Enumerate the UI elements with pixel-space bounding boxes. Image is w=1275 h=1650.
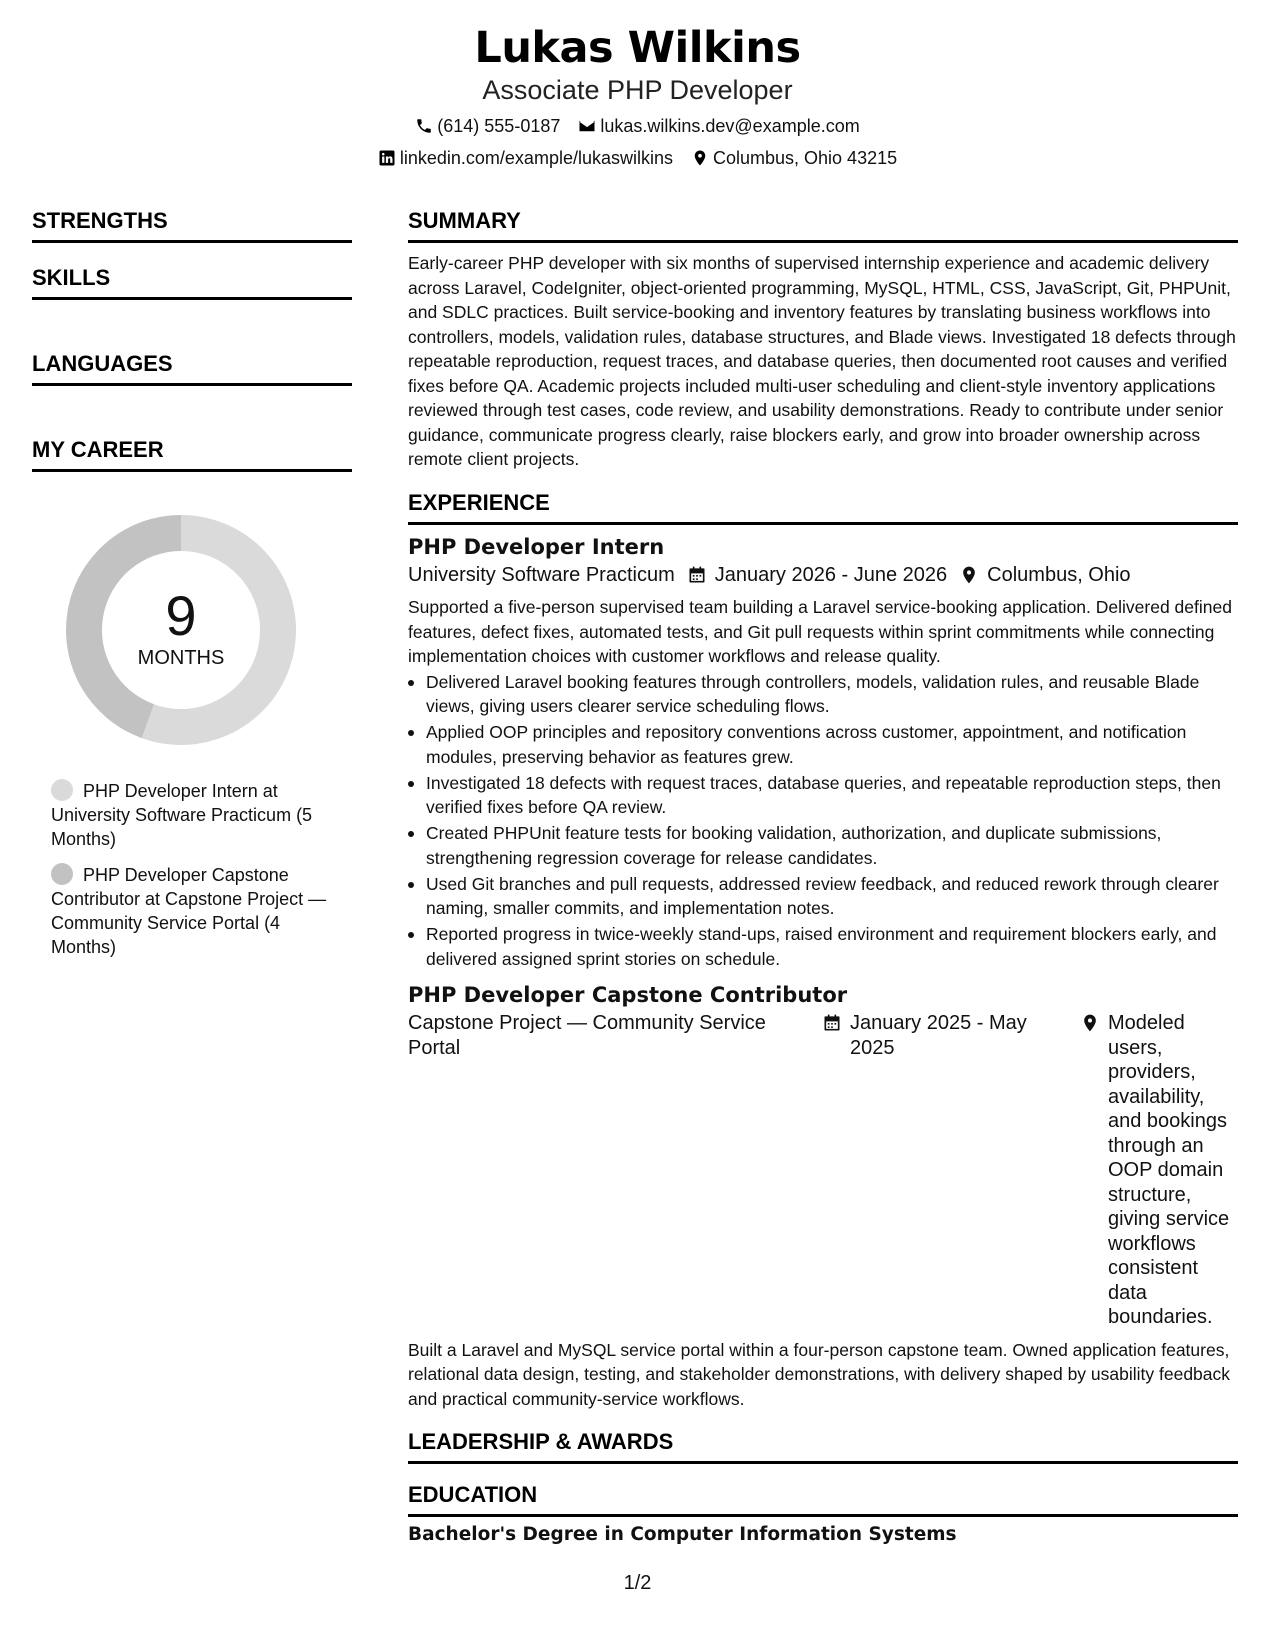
job-bullet: Reported progress in twice-weekly stand-ups, raised environment and requirement blockers early, and delivered assigned sprint stories on schedule. xyxy=(408,922,1238,971)
leadership-section xyxy=(408,1429,1238,1464)
experience-section xyxy=(408,490,1238,1412)
leadership-heading: LEADERSHIP & AWARDS xyxy=(408,1429,1238,1464)
job-company: Capstone Project — Community Service Portal xyxy=(408,1012,766,1059)
contact-row-1 xyxy=(0,115,1275,137)
donut-center xyxy=(66,515,296,745)
strengths-section xyxy=(32,208,352,243)
summary-section xyxy=(408,208,1238,472)
job-bullet: Created PHPUnit feature tests for booking validation, authorization, and duplicate submissions, strengthening regression coverage for release candidates. xyxy=(408,821,1238,870)
map-pin-icon xyxy=(691,149,709,167)
experience-heading: EXPERIENCE xyxy=(408,490,1238,525)
education-section xyxy=(408,1482,1238,1547)
envelope-icon xyxy=(578,117,596,135)
education-degree: Bachelor's Degree in Computer Information Systems xyxy=(408,1524,957,1545)
job-description: Supported a five-person supervised team building a Laravel service-booking application. Delivered defined features, defect fixes, automated tests, and Git pull requests within sprint commitments while connecting implementation choices with customer workflows and release quality. xyxy=(408,597,1232,666)
candidate-role: Associate PHP Developer xyxy=(482,75,793,105)
legend-dot xyxy=(51,779,73,801)
education-heading: EDUCATION xyxy=(408,1482,1238,1517)
job-location-item xyxy=(1068,1011,1238,1330)
job-meta xyxy=(408,1011,1238,1330)
job-bullet: Applied OOP principles and repository conventions across customer, appointment, and notification modules, preserving behavior as features grew. xyxy=(408,720,1238,769)
languages-heading: LANGUAGES xyxy=(32,351,352,386)
legend-label: PHP Developer Intern at University Software Practicum (5 Months) xyxy=(51,781,313,849)
job-title: PHP Developer Capstone Contributor xyxy=(408,983,848,1007)
contact-phone[interactable] xyxy=(415,115,560,137)
calendar-icon xyxy=(687,565,707,585)
right-column xyxy=(408,208,1238,1565)
career-section xyxy=(32,437,352,959)
job-location: Columbus, Ohio xyxy=(987,563,1131,586)
job-bullet: Investigated 18 defects with request traces, database queries, and repeatable reproduction steps, then verified fixes before QA review. xyxy=(408,771,1238,820)
linkedin-text: linkedin.com/example/lukaswilkins xyxy=(399,148,673,168)
career-legend xyxy=(32,779,352,959)
job-bullet: Delivered Laravel booking features through controllers, models, validation rules, and reusable Blade views, giving users clearer service scheduling flows. xyxy=(408,670,1238,719)
contact-row-2 xyxy=(0,147,1275,169)
job-dates: January 2025 - May 2025 xyxy=(850,1012,1027,1059)
contact-email[interactable] xyxy=(578,115,859,137)
location-text: Columbus, Ohio 43215 xyxy=(713,148,898,168)
job-dates-item xyxy=(810,1011,1068,1060)
phone-text: (614) 555-0187 xyxy=(437,116,561,136)
job-entry xyxy=(408,981,1238,1411)
candidate-name: Lukas Wilkins xyxy=(474,23,801,73)
contact-linkedin[interactable] xyxy=(378,147,673,169)
phone-icon xyxy=(415,117,433,135)
job-dates-item xyxy=(675,563,947,588)
job-description: Built a Laravel and MySQL service portal within a four-person capstone team. Owned application features, relational data design, testing, and stakeholder demonstrations, with delivery shaped by usability feedback and practical community-service workflows. xyxy=(408,1339,1231,1409)
job-meta xyxy=(408,563,1238,588)
job-company: University Software Practicum xyxy=(408,563,675,586)
career-unit-label: MONTHS xyxy=(137,647,225,669)
job-dates: January 2026 - June 2026 xyxy=(714,563,948,586)
job-bullet: Used Git branches and pull requests, addressed review feedback, and reduced rework through clearer naming, smaller commits, and implementation notes. xyxy=(408,872,1238,921)
legend-label: PHP Developer Capstone Contributor at Capstone Project — Community Service Portal (4 Months) xyxy=(51,865,327,957)
map-pin-icon xyxy=(959,565,979,585)
map-pin-icon xyxy=(1080,1013,1100,1033)
resume-header xyxy=(0,22,1275,169)
job-title: PHP Developer Intern xyxy=(408,534,665,559)
skills-section xyxy=(32,265,352,300)
linkedin-icon xyxy=(378,149,396,167)
summary-heading: SUMMARY xyxy=(408,208,1238,243)
career-total-months: 9 xyxy=(165,584,197,647)
calendar-icon xyxy=(822,1013,842,1033)
job-location: Modeled users, providers, availability, and bookings through an OOP domain structure, giving service workflows consistent data boundaries. xyxy=(1108,1012,1230,1328)
legend-dot xyxy=(51,863,73,885)
strengths-heading: STRENGTHS xyxy=(32,208,352,243)
career-donut-chart xyxy=(66,515,296,745)
job-entry xyxy=(408,533,1238,972)
job-location-item xyxy=(947,563,1130,588)
email-text: lukas.wilkins.dev@example.com xyxy=(600,116,860,136)
legend-item xyxy=(51,779,342,851)
career-heading: MY CAREER xyxy=(32,437,352,472)
contact-location xyxy=(691,147,897,169)
legend-item xyxy=(51,863,342,959)
page-number: 1/2 xyxy=(623,1572,652,1594)
left-column xyxy=(32,208,352,971)
summary-text: Early-career PHP developer with six months of supervised internship experience and academic delivery across Laravel, CodeIgniter, object-oriented programming, MySQL, HTML, CSS, JavaScript, Git, PHPUnit, and SDLC practices. Built service-booking and inventory features by translating business workflows into controllers, models, validation rules, database structures, and Blade views. Investigated 18 defects through repeatable reproduction, request traces, and database queries, then documented root causes and verified fixes before QA. Academic projects included multi-user scheduling and client-style inventory applications reviewed through test cases, code review, and usability demonstrations. Ready to contribute under senior guidance, communicate progress clearly, raise blockers early, and grow into broader ownership across remote client projects. xyxy=(408,253,1236,469)
skills-heading: SKILLS xyxy=(32,265,352,300)
job-bullets xyxy=(408,670,1238,972)
languages-section xyxy=(32,351,352,386)
